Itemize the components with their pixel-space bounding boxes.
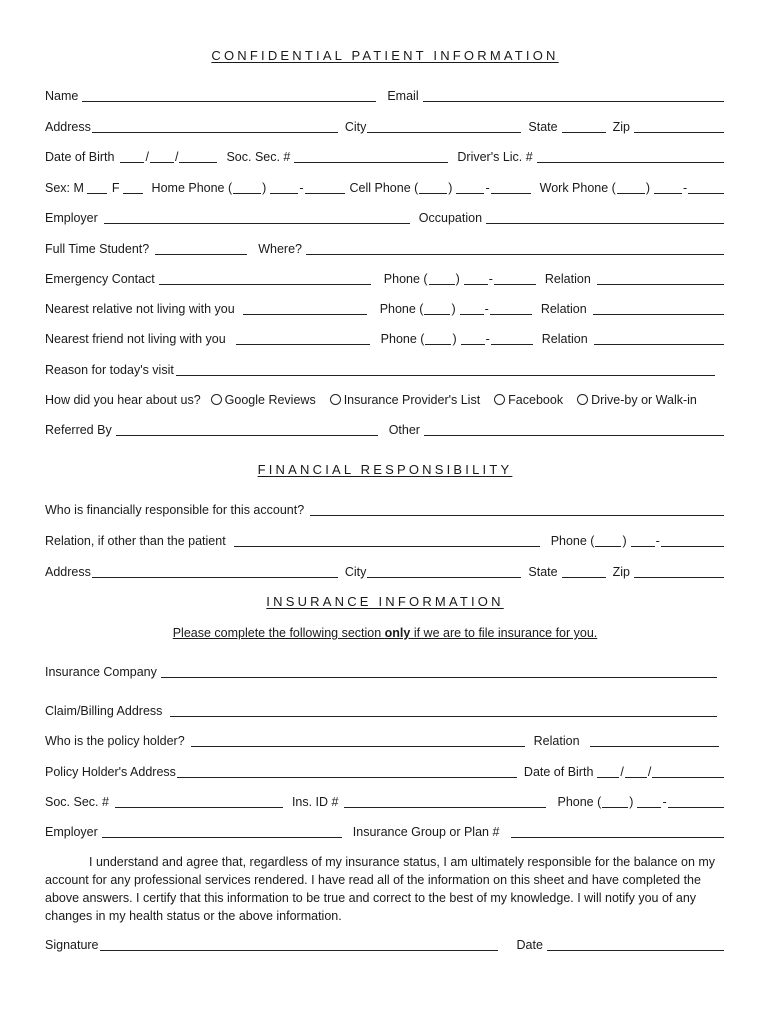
other-label: Other — [388, 423, 420, 437]
employer-field[interactable] — [102, 825, 342, 838]
drivers-lic-label: Driver's Lic. # — [457, 150, 533, 164]
relation-field[interactable] — [594, 332, 724, 345]
home-phone-area-field[interactable] — [233, 181, 261, 194]
sex-f-label: F — [111, 181, 120, 195]
nearest-friend-field[interactable] — [236, 332, 370, 345]
reason-label: Reason for today's visit — [45, 363, 174, 377]
occupation-field[interactable] — [486, 211, 724, 224]
phone-area-field[interactable] — [595, 534, 621, 547]
row-financial-address — [45, 564, 725, 580]
row-how-heard — [45, 392, 725, 408]
phone-label: Phone ( — [550, 534, 595, 548]
row-emergency-contact: Emergency Contact Phone ( ) - Relation — [45, 271, 725, 287]
city-field[interactable] — [367, 120, 521, 133]
home-phone-prefix-field[interactable] — [270, 181, 298, 194]
zip-field[interactable] — [634, 120, 724, 133]
state-label: State — [528, 565, 558, 579]
ssn-field[interactable] — [294, 150, 448, 163]
phone-area-field[interactable] — [429, 272, 455, 285]
row-address — [45, 119, 725, 135]
policy-holder-label: Who is the policy holder? — [45, 734, 185, 748]
radio-button-icon[interactable] — [577, 394, 588, 405]
nearest-friend-label: Nearest friend not living with you — [45, 332, 226, 346]
row-referred-by — [45, 422, 725, 438]
home-phone-line-field[interactable] — [305, 181, 345, 194]
phone-prefix-field[interactable] — [637, 795, 661, 808]
phone-label: Phone ( — [380, 332, 425, 346]
sex-m-label: Sex: M — [45, 181, 84, 195]
claim-address-field[interactable] — [170, 704, 717, 717]
address-field[interactable] — [92, 565, 338, 578]
row-policy-holder — [45, 733, 725, 749]
name-label: Name — [45, 89, 79, 103]
group-plan-label: Insurance Group or Plan # — [352, 825, 500, 839]
cell-phone-line-field[interactable] — [491, 181, 531, 194]
policy-holder-address-label: Policy Holder's Address — [45, 765, 176, 779]
relation-field[interactable] — [590, 734, 719, 747]
row-policy-holder-address: Policy Holder's Address Date of Birth / / — [45, 764, 725, 780]
emergency-contact-label: Emergency Contact — [45, 272, 155, 286]
relation-label: Relation — [533, 734, 580, 748]
cell-phone-area-field[interactable] — [419, 181, 447, 194]
responsible-field[interactable] — [310, 503, 724, 516]
phone-line-field[interactable] — [490, 302, 532, 315]
policy-holder-address-field[interactable] — [177, 765, 517, 778]
zip-label: Zip — [612, 565, 630, 579]
phone-label: Phone ( — [379, 302, 424, 316]
relation-other-field[interactable] — [234, 534, 540, 547]
insurance-company-label: Insurance Company — [45, 665, 157, 679]
dob-slash: / — [174, 150, 179, 164]
address-label: Address — [45, 120, 91, 134]
signature-label: Signature — [45, 938, 99, 952]
option-facebook[interactable] — [494, 392, 563, 408]
row-sex-phones: Sex: M F Home Phone ( ) - Cell Phone ( ) - Work Phone ( ) - — [45, 180, 725, 196]
referred-by-label: Referred By — [45, 423, 112, 437]
phone-area-field[interactable] — [602, 795, 628, 808]
state-field[interactable] — [562, 120, 606, 133]
how-heard-label: How did you hear about us? — [45, 393, 201, 407]
name-field[interactable] — [82, 89, 376, 102]
policy-holder-field[interactable] — [191, 734, 525, 747]
cell-phone-label: Cell Phone ( — [349, 181, 419, 195]
relation-label: Relation — [541, 332, 588, 346]
phone-line-field[interactable] — [668, 795, 724, 808]
relation-field[interactable] — [597, 272, 724, 285]
work-phone-line-field[interactable] — [688, 181, 724, 194]
nearest-relative-label: Nearest relative not living with you — [45, 302, 235, 316]
cell-phone-prefix-field[interactable] — [456, 181, 484, 194]
row-relation-other: Relation, if other than the patient Phone ( ) - — [45, 533, 725, 549]
dob-year-field[interactable] — [179, 150, 217, 163]
referred-by-field[interactable] — [116, 423, 378, 436]
phone-area-field[interactable] — [424, 302, 450, 315]
relation-other-label: Relation, if other than the patient — [45, 534, 226, 548]
option-label: Google Reviews — [224, 393, 316, 407]
phone-line-field[interactable] — [661, 534, 724, 547]
insurance-note: Please complete the following section only if we are to file insurance for you. — [172, 626, 598, 640]
responsible-label: Who is financially responsible for this account? — [45, 503, 305, 517]
work-phone-prefix-field[interactable] — [654, 181, 682, 194]
sex-m-field[interactable] — [87, 181, 107, 194]
work-phone-label: Work Phone ( — [539, 181, 616, 195]
section-title-insurance: INSURANCE INFORMATION — [266, 594, 504, 609]
city-label: City — [344, 120, 367, 134]
state-label: State — [528, 120, 558, 134]
drivers-lic-field[interactable] — [537, 150, 724, 163]
dob-slash: / — [145, 150, 149, 164]
city-label: City — [344, 565, 367, 579]
relation-label: Relation — [540, 302, 587, 316]
student-label: Full Time Student? — [45, 242, 150, 256]
address-label: Address — [45, 565, 91, 579]
relation-field[interactable] — [593, 302, 724, 315]
address-field[interactable] — [92, 120, 338, 133]
phone-area-field[interactable] — [425, 332, 451, 345]
email-label: Email — [387, 89, 419, 103]
state-field[interactable] — [562, 565, 606, 578]
radio-button-icon[interactable] — [211, 394, 222, 405]
zip-label: Zip — [612, 120, 630, 134]
row-claim-address — [45, 703, 725, 719]
row-employer — [45, 210, 725, 226]
agreement-paragraph: I understand and agree that, regardless of my insurance status, I am ultimately responsible for the balance on my account for any professional services rendered. I have read all of the information on this sheet and have completed the above answers. I certify that this information to be true and correct to the best of my knowledge. I will notify you of any changes in my health status or the above information. — [45, 855, 716, 923]
signature-field[interactable] — [100, 938, 498, 951]
phone-label: Phone ( — [383, 272, 428, 286]
dob-month-field[interactable] — [120, 150, 144, 163]
phone-prefix-field[interactable] — [460, 302, 484, 315]
phone-line-field[interactable] — [491, 332, 533, 345]
dob-label: Date of Birth — [523, 765, 594, 779]
date-label: Date — [516, 938, 543, 952]
relation-label: Relation — [544, 272, 591, 286]
other-field[interactable] — [424, 423, 724, 436]
phone-label: Phone ( — [557, 795, 602, 809]
occupation-label: Occupation — [418, 211, 483, 225]
phone-prefix-field[interactable] — [464, 272, 488, 285]
row-student — [45, 241, 725, 257]
dob-month-field[interactable] — [597, 765, 619, 778]
phone-prefix-field[interactable] — [461, 332, 485, 345]
work-phone-area-field[interactable] — [617, 181, 645, 194]
radio-button-icon[interactable] — [330, 394, 341, 405]
reason-field[interactable] — [176, 363, 715, 376]
option-label: Insurance Provider's List — [343, 393, 481, 407]
ins-id-field[interactable] — [344, 795, 546, 808]
email-field[interactable] — [423, 89, 724, 102]
where-field[interactable] — [306, 242, 724, 255]
option-insurance-provider-list[interactable] — [330, 392, 480, 408]
dob-day-field[interactable] — [150, 150, 174, 163]
row-signature — [45, 937, 725, 953]
row-responsible — [45, 502, 725, 518]
nearest-relative-field[interactable] — [243, 302, 367, 315]
employer-label: Employer — [45, 211, 98, 225]
option-drive-by[interactable] — [577, 392, 697, 408]
row-dob — [45, 149, 725, 165]
option-label: Drive-by or Walk-in — [591, 393, 697, 407]
radio-button-icon[interactable] — [494, 394, 505, 405]
city-field[interactable] — [367, 565, 521, 578]
phone-prefix-field[interactable] — [631, 534, 655, 547]
employer-label: Employer — [45, 825, 98, 839]
option-google-reviews[interactable] — [211, 392, 316, 408]
dob-year-field[interactable] — [652, 765, 724, 778]
sex-f-field[interactable] — [123, 181, 143, 194]
emergency-contact-field[interactable] — [159, 272, 371, 285]
section-title-patient-info: CONFIDENTIAL PATIENT INFORMATION — [211, 48, 559, 63]
ins-id-label: Ins. ID # — [291, 795, 339, 809]
dob-day-field[interactable] — [625, 765, 647, 778]
option-label: Facebook — [508, 393, 564, 407]
row-ssn-ins-id: Soc. Sec. # Ins. ID # Phone ( ) - — [45, 794, 725, 810]
dob-label: Date of Birth — [45, 150, 115, 164]
row-insurance-employer — [45, 824, 725, 840]
ssn-label: Soc. Sec. # — [45, 795, 109, 809]
home-phone-label: Home Phone ( — [151, 181, 233, 195]
employer-field[interactable] — [104, 211, 410, 224]
phone-line-field[interactable] — [494, 272, 536, 285]
claim-address-label: Claim/Billing Address — [45, 704, 163, 718]
date-field[interactable] — [547, 938, 724, 951]
group-plan-field[interactable] — [511, 825, 724, 838]
row-name-email — [45, 88, 725, 104]
ssn-field[interactable] — [115, 795, 283, 808]
row-nearest-friend: Nearest friend not living with you Phone ( ) - Relation — [45, 331, 725, 347]
student-field[interactable] — [155, 242, 247, 255]
row-nearest-relative: Nearest relative not living with you Phone ( ) - Relation — [45, 301, 725, 317]
row-reason — [45, 362, 725, 378]
section-title-financial: FINANCIAL RESPONSIBILITY — [257, 462, 513, 477]
insurance-company-field[interactable] — [161, 665, 717, 678]
ssn-label: Soc. Sec. # — [226, 150, 291, 164]
zip-field[interactable] — [634, 565, 724, 578]
row-insurance-company — [45, 664, 725, 680]
where-label: Where? — [258, 242, 302, 256]
